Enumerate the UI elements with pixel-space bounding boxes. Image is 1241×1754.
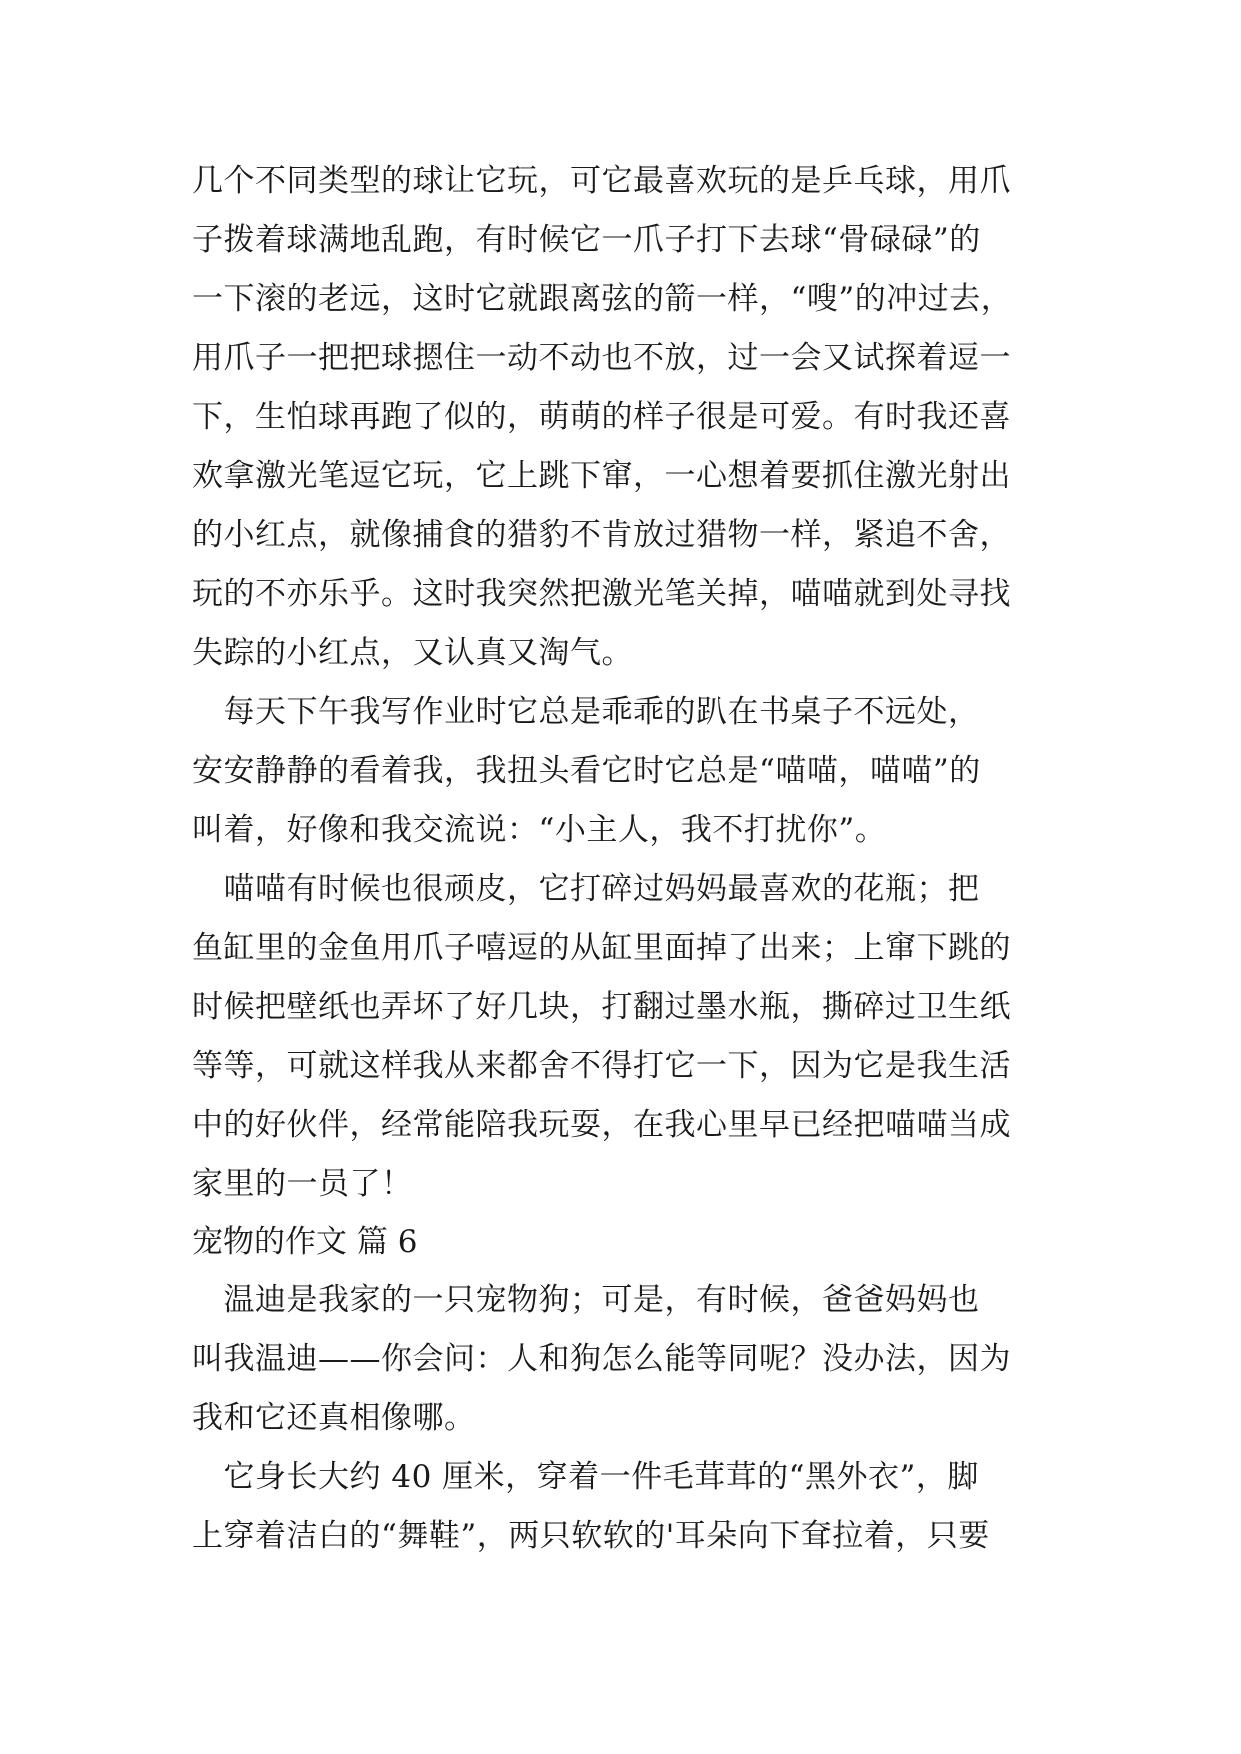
text-line: 家里的一员了！: [192, 1166, 413, 1202]
text-line: 几个不同类型的球让它玩，可它最喜欢玩的是乒乓球，用爪: [192, 163, 1011, 199]
text-line: 鱼缸里的金鱼用爪子嘻逗的从缸里面掉了出来；上窜下跳的: [192, 930, 1011, 966]
text-line: 中的好伙伴，经常能陪我玩耍，在我心里早已经把喵喵当成: [192, 1107, 1011, 1143]
text-line: 喵喵有时候也很顽皮，它打碎过妈妈最喜欢的花瓶；把: [192, 871, 980, 907]
text-line: 欢拿激光笔逗它玩，它上跳下窜，一心想着要抓住激光射出: [192, 458, 1011, 494]
text-line: 温迪是我家的一只宠物狗；可是，有时候，爸爸妈妈也: [192, 1282, 980, 1318]
document-page: [192, 152, 1062, 1566]
text-line: 每天下午我写作业时它总是乖乖的趴在书桌子不远处，: [192, 694, 980, 730]
section-heading: 宠物的作文 篇 6: [192, 1224, 418, 1260]
text-line: 玩的不亦乐乎。这时我突然把激光笔关掉，喵喵就到处寻找: [192, 576, 1011, 612]
text-line: 等等，可就这样我从来都舍不得打它一下，因为它是我生活: [192, 1048, 1011, 1084]
text-line: 安安静静的看着我，我扭头看它时它总是“喵喵，喵喵”的: [192, 753, 981, 789]
text-line: 叫着，好像和我交流说：“小主人，我不打扰你”。: [192, 812, 887, 848]
text-line: 失踪的小红点，又认真又淘气。: [192, 635, 633, 671]
text-line: 时候把壁纸也弄坏了好几块，打翻过墨水瓶，撕碎过卫生纸: [192, 989, 1011, 1025]
text-line: 用爪子一把把球摁住一动不动也不放，过一会又试探着逗一: [192, 340, 1011, 376]
text-line: 叫我温迪——你会问：人和狗怎么能等同呢？没办法，因为: [192, 1341, 1011, 1377]
text-line: 它身长大约 40 厘米，穿着一件毛茸茸的“黑外衣”，脚: [192, 1459, 979, 1495]
text-line: 下，生怕球再跑了似的，萌萌的样子很是可爱。有时我还喜: [192, 399, 1011, 435]
text-line: 上穿着洁白的“舞鞋”，两只软软的'耳朵向下耷拉着，只要: [192, 1518, 990, 1554]
text-line: 子拨着球满地乱跑，有时候它一爪子打下去球“骨碌碌”的: [192, 222, 981, 258]
text-line: 的小红点，就像捕食的猎豹不肯放过猎物一样，紧追不舍，: [192, 517, 1011, 553]
text-line: 我和它还真相像哪。: [192, 1400, 476, 1436]
text-line: 一下滚的老远，这时它就跟离弦的箭一样，“嗖”的冲过去，: [192, 281, 1013, 317]
